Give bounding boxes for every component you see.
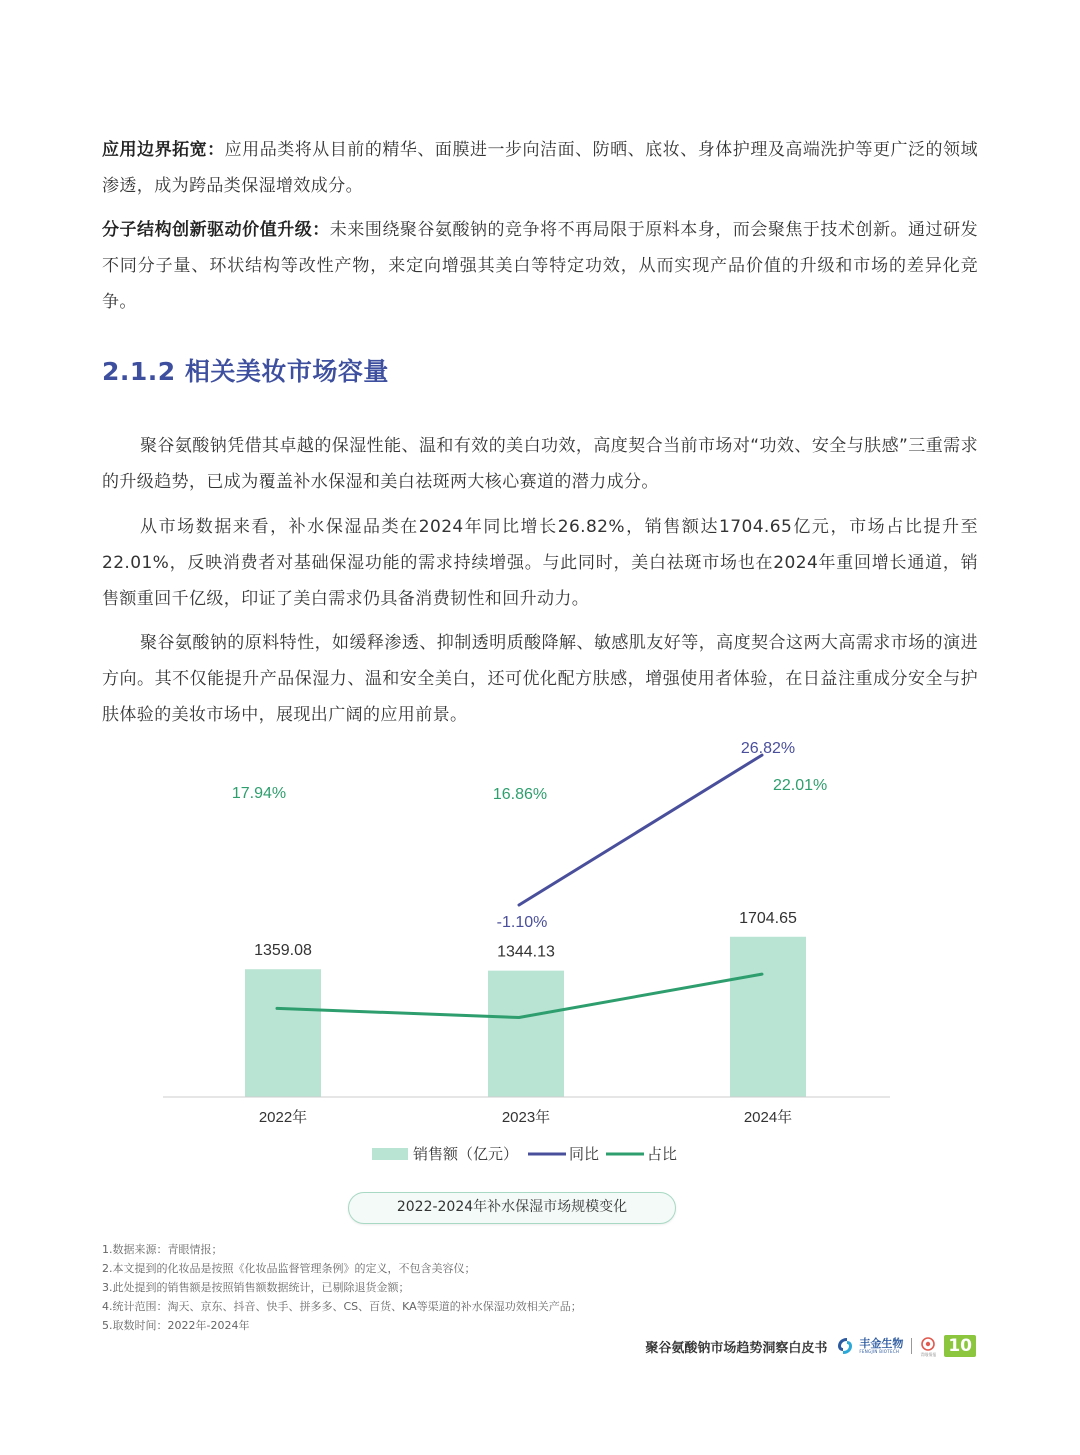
legend-label-sales: 销售额（亿元） [413,1146,519,1163]
legend-label-yoy: 同比 [569,1146,600,1163]
paragraph-lead: 应用边界拓宽： [102,140,225,160]
partner-logo [920,1336,936,1357]
line-yoy [519,755,762,905]
share-value-label: 22.01% [773,777,828,794]
page-number: 10 [944,1335,976,1357]
bar-value-label: 1704.65 [739,909,797,927]
bar-sales [245,969,321,1097]
paragraph-application-boundary [102,132,978,204]
footnote: 1.数据来源：青眼情报； [102,1243,223,1256]
footer-title: 聚谷氨酸钠市场趋势洞察白皮书 [645,1340,828,1356]
bar-value-label: 1344.13 [497,943,555,961]
legend-label-share: 占比 [647,1146,678,1163]
yoy-value-label: -1.10% [496,914,548,931]
brand-name: 丰金生物 [859,1337,904,1350]
market-chart [0,730,1080,1180]
partner-name: 青眼情报 [920,1351,937,1357]
paragraph-market-fit: 聚谷氨酸钠凭借其卓越的保湿性能、温和有效的美白功效，高度契合当前市场对“功效、安全与肤感”三重需求的升级趋势，已成为覆盖补水保湿和美白祛斑两大核心赛道的潜力成分。 [102,436,978,492]
footnote: 4.统计范围：淘天、京东、抖音、快手、拼多多、CS、百货、KA等渠道的补水保湿功效相关产品； [102,1300,582,1313]
legend-swatch-sales [372,1148,408,1160]
footnote: 2.本文提到的化妆品是按照《化妆品监督管理条例》的定义，不包含美容仪； [102,1262,476,1275]
brand-logo [835,1336,903,1356]
bar-value-label: 1359.08 [254,942,312,960]
paragraph-market-data: 从市场数据来看，补水保湿品类在2024年同比增长26.82%，销售额达1704.65亿元，市场占比提升至22.01%，反映消费者对基础保湿功能的需求持续增强。与此同时，美白祛斑市场也在2024年重回增长通道，销售额重回千亿级，印证了美白需求仍具备消费韧性和回升动力。 [102,517,978,609]
x-tick-label: 2024年 [743,1109,793,1126]
paragraph-molecular-innovation [102,212,978,320]
share-value-label: 17.94% [231,785,287,802]
bar-sales [488,971,564,1097]
share-value-label: 16.86% [492,786,548,803]
page-footer [645,1334,976,1358]
yoy-value-label: 26.82% [740,740,796,757]
footnotes [102,1240,982,1335]
bar-sales [730,937,806,1097]
partner-eye-icon [920,1336,936,1352]
x-tick-label: 2023年 [501,1109,551,1126]
paragraph-raw-material: 聚谷氨酸钠的原料特性，如缓释渗透、抑制透明质酸降解、敏感肌友好等，高度契合这两大高需求市场的演进方向。其不仅能提升产品保湿力、温和安全美白，还可优化配方肤感，增强使用者体验，在日益注重成分安全与护肤体验的美妆市场中，展现出广阔的应用前景。 [102,633,978,725]
paragraph-body: 未来围绕聚谷氨酸钠的竞争将不再局限于原料本身，而会聚焦于技术创新。通过研发不同分子量、环状结构等改性产物，来定向增强其美白等特定功效，从而实现产品价值的升级和市场的差异化竞争。 [102,220,978,312]
brand-mark-icon [835,1336,855,1356]
footnote: 5.取数时间：2022年-2024年 [102,1319,250,1332]
section-title: 2.1.2 相关美妆市场容量 [102,357,389,386]
paragraph-lead: 分子结构创新驱动价值升级： [102,220,330,240]
x-tick-label: 2022年 [258,1109,308,1126]
footer-divider [911,1338,912,1354]
paragraph-body: 应用品类将从目前的精华、面膜进一步向洁面、防晒、底妆、身体护理及高端洗护等更广泛的领域渗透，成为跨品类保湿增效成分。 [102,140,978,196]
chart-caption: 2022-2024年补水保湿市场规模变化 [348,1192,676,1224]
brand-name-en: FENGJIN BIOTECH [859,1349,900,1354]
footnote: 3.此处提到的销售额是按照销售额数据统计，已剔除退货金额； [102,1281,410,1294]
